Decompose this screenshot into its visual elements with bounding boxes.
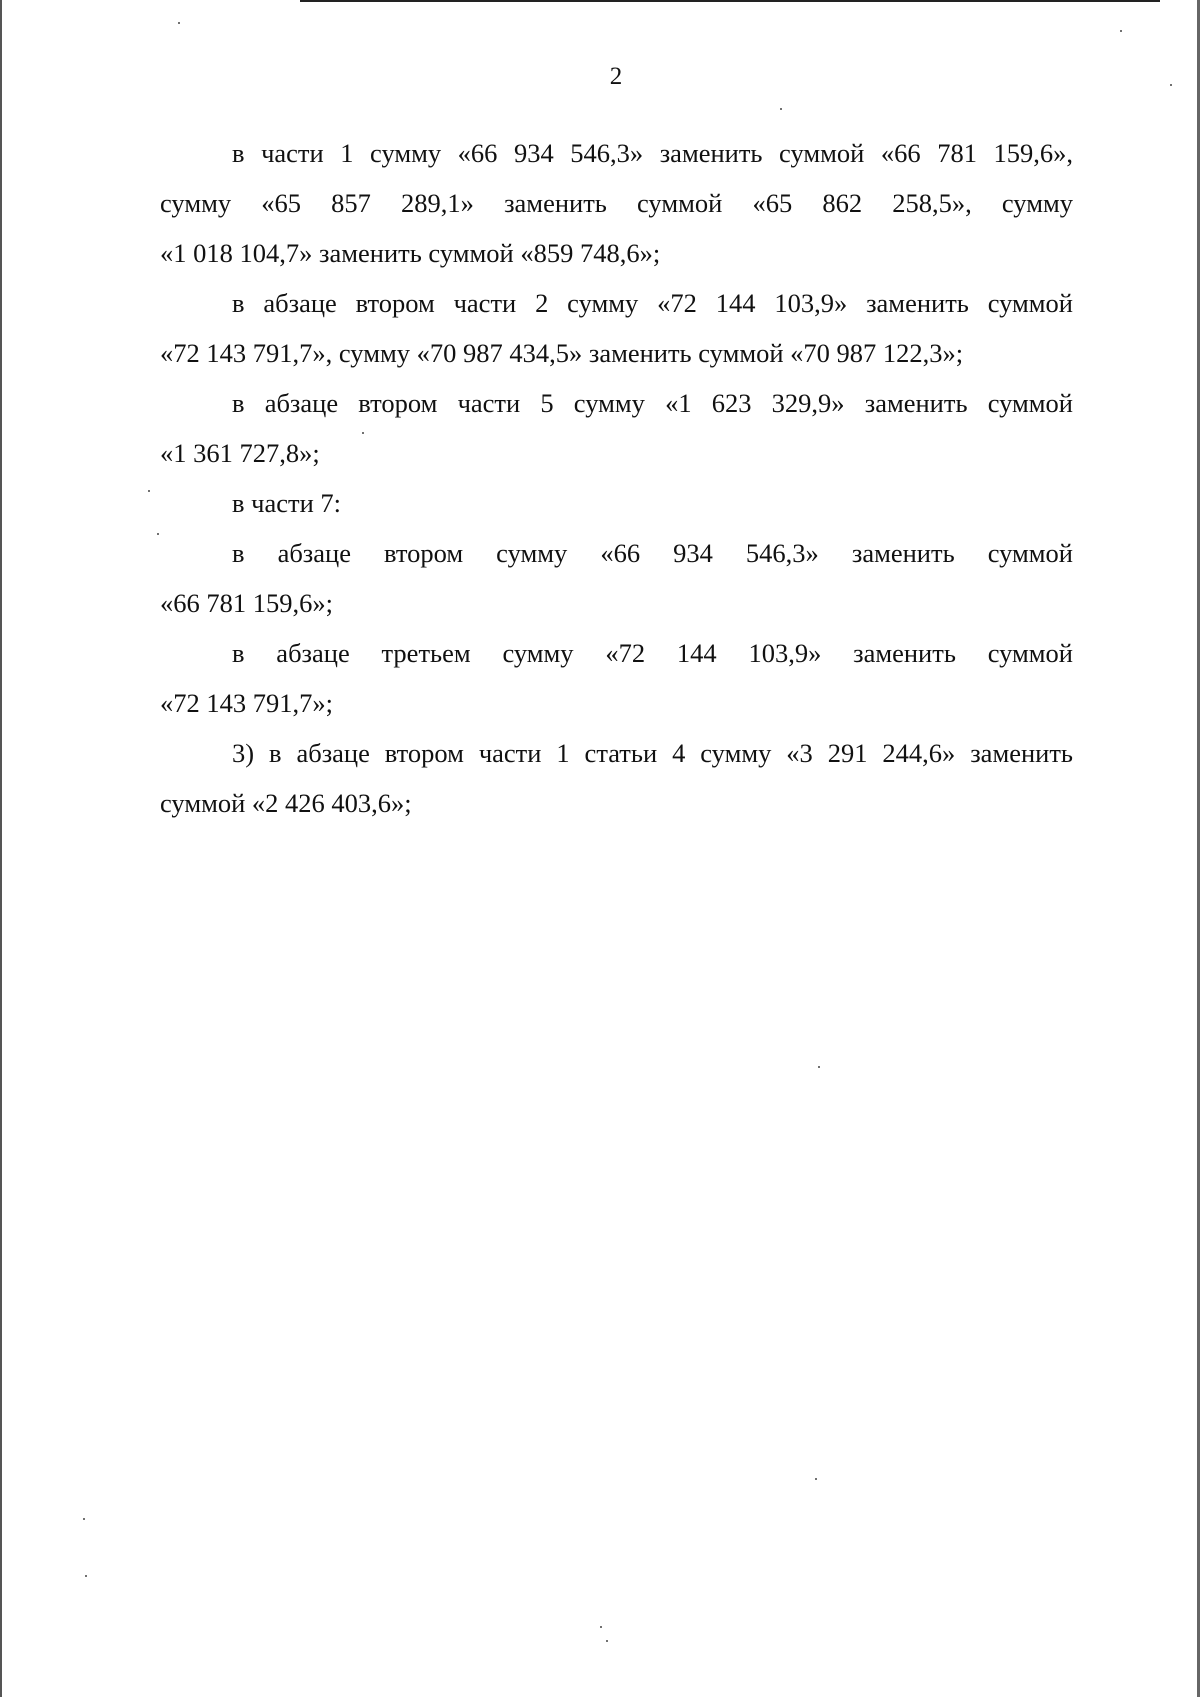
- scan-speck: [83, 1518, 85, 1520]
- scan-speck: [1120, 30, 1122, 32]
- text-line: «66 781 159,6»;: [160, 588, 333, 618]
- paragraph-1: [160, 128, 1073, 278]
- text-line: в абзаце третьем сумму «72 144 103,9» заменить суммой: [232, 638, 1073, 668]
- scan-speck: [815, 1478, 817, 1480]
- page-number: 2: [609, 63, 623, 90]
- scan-speck: [178, 22, 180, 24]
- paragraph-7: [160, 728, 1073, 828]
- scan-speck: [606, 1640, 608, 1642]
- paragraph-5: [160, 528, 1073, 628]
- scan-speck: [1170, 84, 1172, 86]
- text-line: 3) в абзаце втором части 1 статьи 4 сумму «3 291 244,6» заменить: [232, 738, 1073, 768]
- paragraph-6: [160, 628, 1073, 728]
- text-line: суммой «2 426 403,6»;: [160, 788, 412, 818]
- scan-edge-left: [0, 0, 2, 1697]
- paragraph-2: [160, 278, 1073, 378]
- text-line: в абзаце втором сумму «66 934 546,3» заменить суммой: [232, 538, 1073, 568]
- text-line: в части 1 сумму «66 934 546,3» заменить суммой «66 781 159,6»,: [232, 138, 1073, 168]
- text-line: в части 7:: [232, 488, 341, 518]
- text-line: «1 361 727,8»;: [160, 438, 320, 468]
- scan-edge-top: [300, 0, 1160, 2]
- scan-speck: [85, 1575, 87, 1577]
- text-line: «72 143 791,7», сумму «70 987 434,5» заменить суммой «70 987 122,3»;: [160, 338, 964, 368]
- scan-speck: [362, 432, 364, 434]
- scan-speck: [600, 1626, 602, 1628]
- text-line: «1 018 104,7» заменить суммой «859 748,6»;: [160, 238, 661, 268]
- text-line: «72 143 791,7»;: [160, 688, 333, 718]
- paragraph-3: [160, 378, 1073, 478]
- text-line: в абзаце втором части 2 сумму «72 144 103,9» заменить суммой: [232, 288, 1073, 318]
- text-line: сумму «65 857 289,1» заменить суммой «65 862 258,5», сумму: [160, 188, 1073, 218]
- scan-speck: [148, 490, 150, 492]
- scan-speck: [818, 1066, 820, 1068]
- scan-speck: [157, 533, 159, 535]
- document-body: [160, 128, 1073, 828]
- paragraph-4: [160, 478, 1073, 528]
- text-line: в абзаце втором части 5 сумму «1 623 329,9» заменить суммой: [232, 388, 1073, 418]
- scan-speck: [780, 108, 782, 110]
